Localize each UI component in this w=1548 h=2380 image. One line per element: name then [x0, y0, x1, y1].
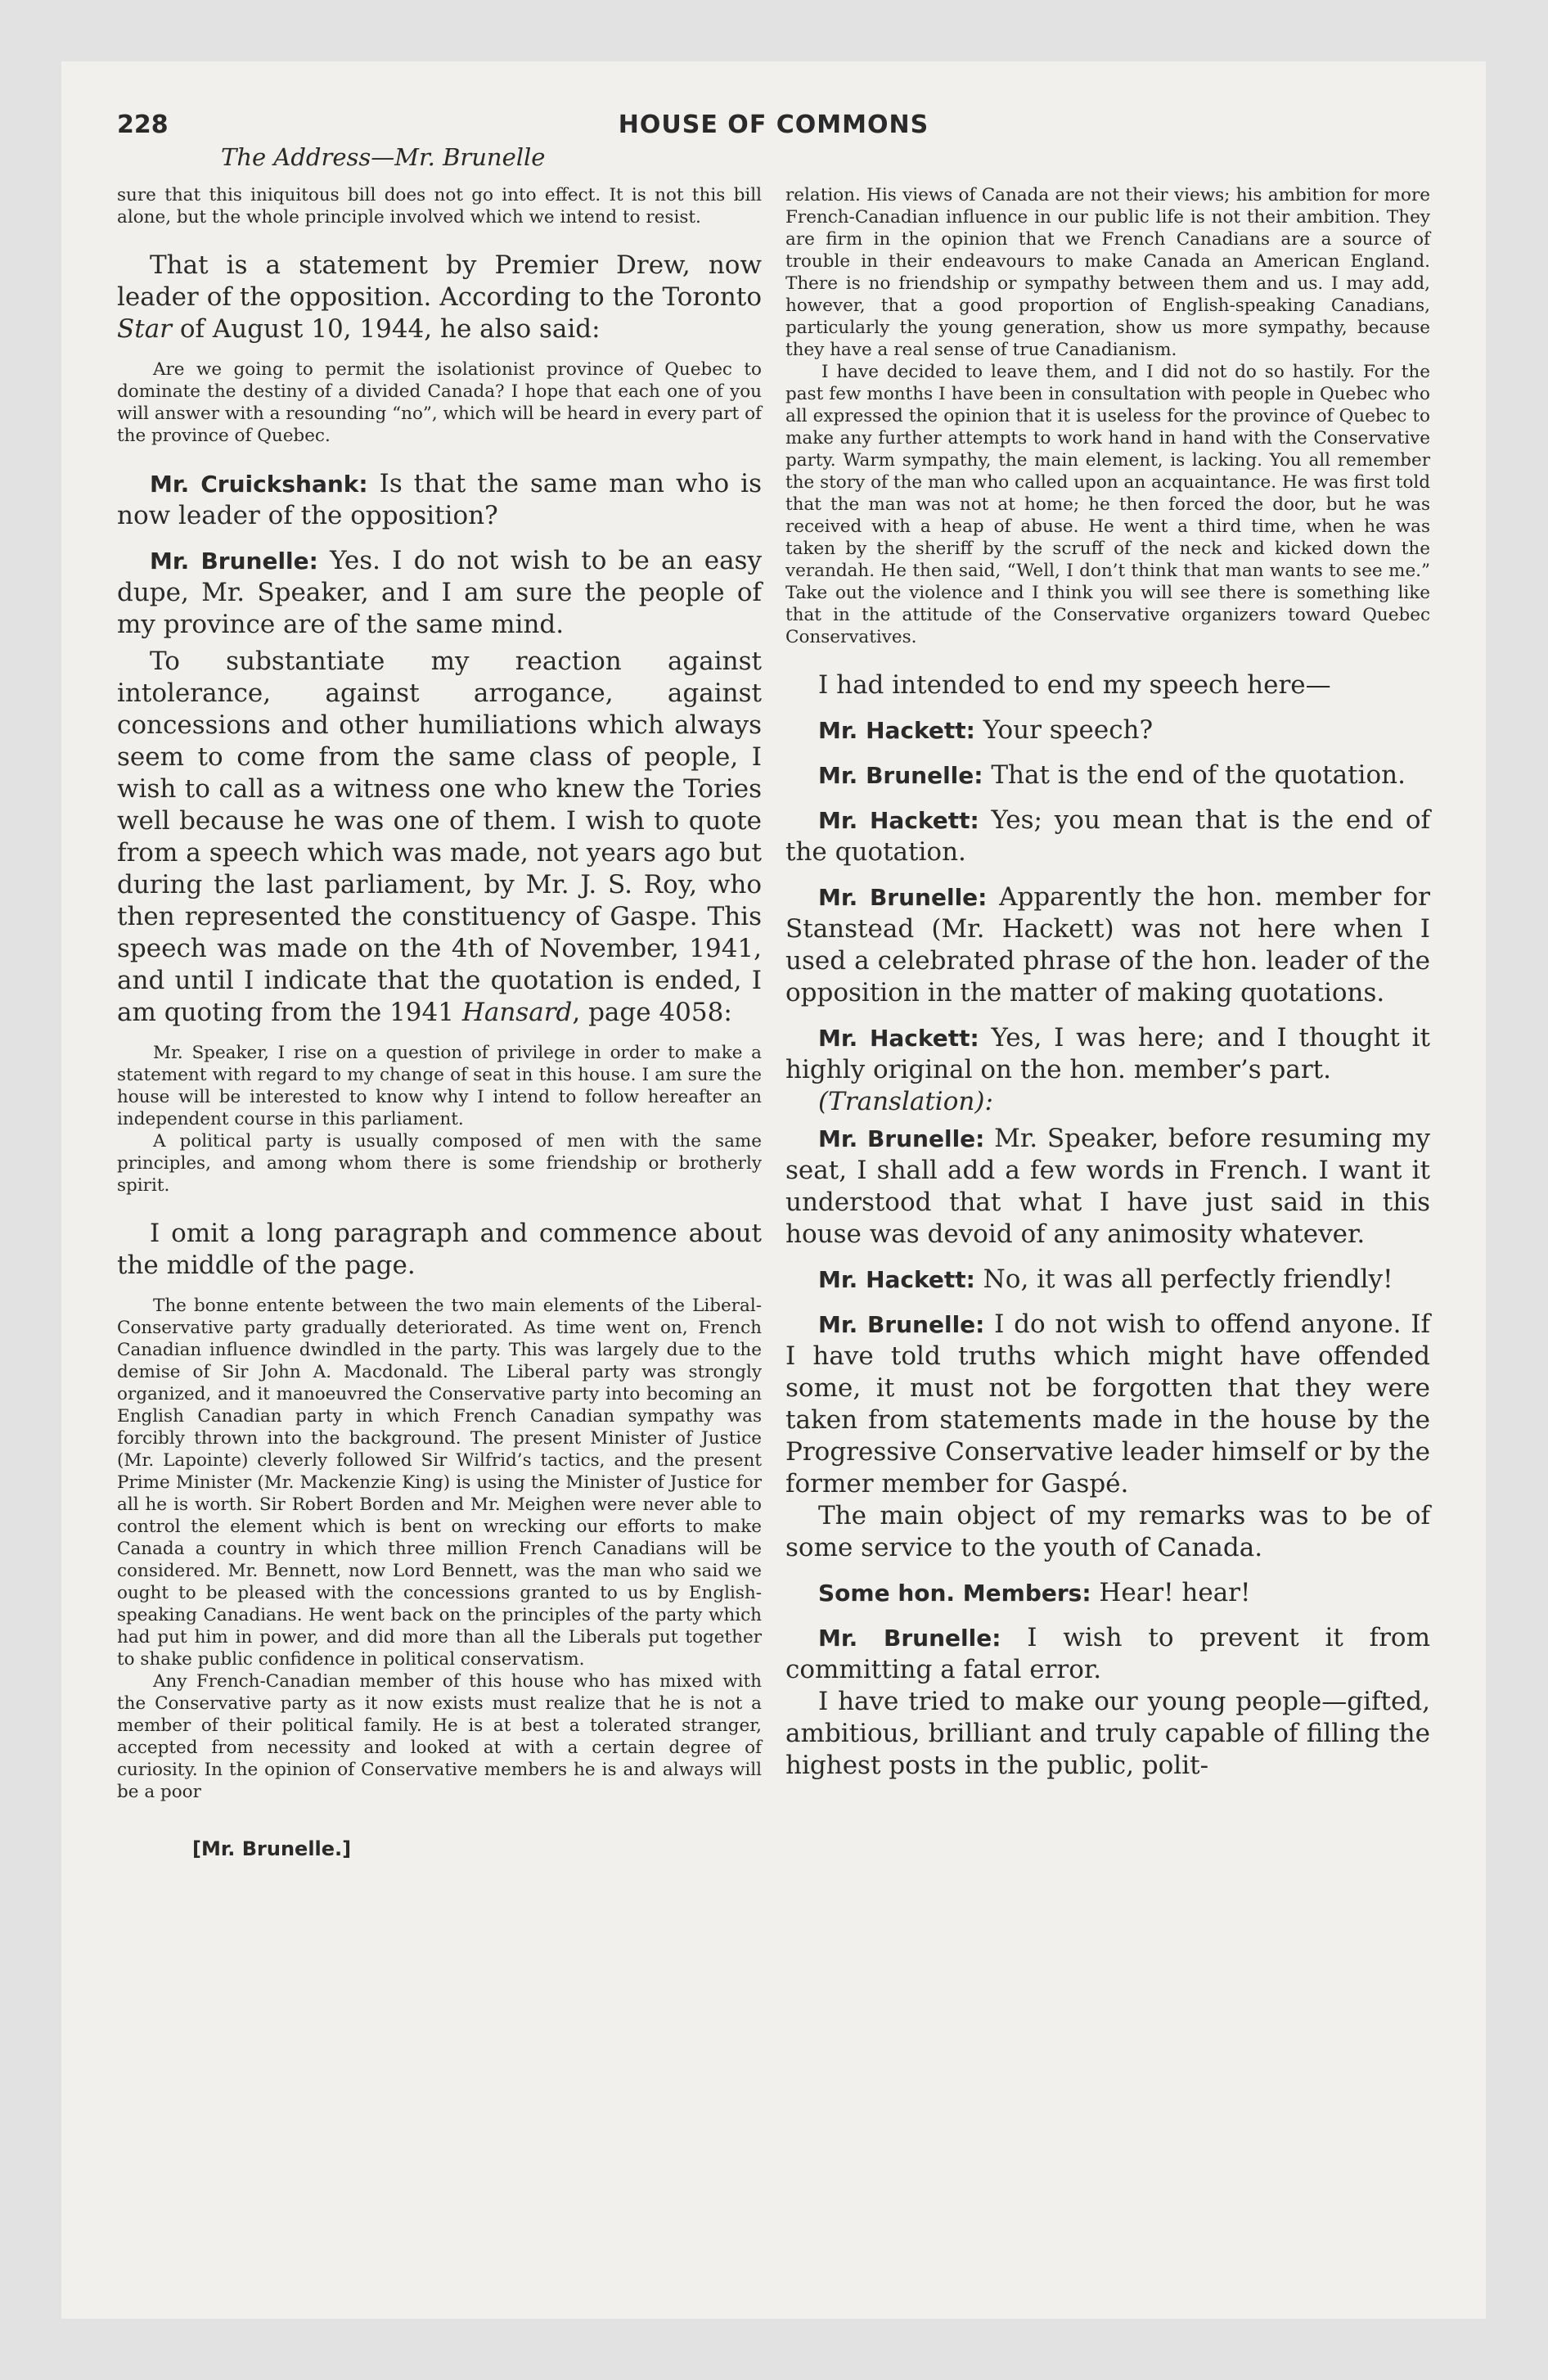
speech-text: No, it was all perfectly friendly!	[974, 1264, 1393, 1294]
speaker-name: Mr. Hackett:	[818, 1025, 979, 1052]
body-paragraph: The main object of my remarks was to be of some service to the youth of Canada.	[785, 1501, 1430, 1562]
quote-paragraph: Are we going to permit the isolationist province of Quebec to dominate the destiny of a divided Canada? I hope that each one of you will answer with a resounding “no”, which will be heard in every part of the province of Quebec.	[117, 359, 762, 446]
text-run: of August 10, 1944, he also said:	[172, 314, 601, 344]
speech-paragraph	[785, 1577, 1430, 1609]
speech-text: Yes; you mean that is the end of the quotation.	[785, 805, 1430, 867]
speech-paragraph	[785, 714, 1430, 746]
body-paragraph	[117, 646, 762, 1029]
quote-paragraph: relation. His views of Canada are not their views; his ambition for more French-Canadian influence in our public life is not their ambition. They are firm in the opinion that we French Canadians are a source of trouble in their endeavours to make Canada an American England. There is no friendship or sympathy between them and us. I may add, however, that a good proportion of English-speaking Canadians, particularly the young generation, show us more sympathy, because they have a real sense of true Canadianism.	[785, 185, 1430, 360]
left-column	[117, 184, 762, 1860]
speaker-name: Mr. Brunelle:	[818, 1625, 1001, 1652]
speech-paragraph	[117, 468, 762, 532]
speech-paragraph	[785, 805, 1430, 868]
speaker-name: Mr. Brunelle:	[150, 548, 318, 575]
speech-text: Hear! hear!	[1091, 1578, 1251, 1607]
quote-paragraph: The bonne entente between the two main elements of the Liberal-Conservative party gradually deteriorated. As time went on, French Canadian influence dwindled in the party. This was largely due to the demise of Sir John A. Macdonald. The Liberal party was strongly organized, and it manoeuvred the Conservative party into becoming an English Canadian party in which French Canadian sympathy was forcibly thrown into the background. The present Minister of Justice (Mr. Lapointe) cleverly followed Sir Wilfrid’s tactics, and the present Prime Minister (Mr. Mackenzie King) is using the Minister of Justice for all he is worth. Sir Robert Borden and Mr. Meighen were never able to control the element which is bent on wrecking our efforts to make Canada a country in which three million French Canadians will be considered. Mr. Bennett, now Lord Bennett, was the man who said we ought to be pleased with the concessions granted to us by English-speaking Canadians. He went back on the principles of the party which had put him in power, and did more than all the Liberals put together to shake public confidence in political conservatism.	[117, 1296, 762, 1670]
body-paragraph: I had intended to end my speech here—	[818, 670, 1331, 700]
speech-text: That is the end of the quotation.	[983, 760, 1406, 790]
speech-paragraph	[785, 881, 1430, 1009]
speech-paragraph	[785, 1123, 1430, 1251]
body-paragraph: I omit a long paragraph and commence about the middle of the page.	[117, 1219, 762, 1280]
running-title: HOUSE OF COMMONS	[618, 110, 929, 139]
section-subheader: The Address—Mr. Brunelle	[221, 143, 546, 171]
speaker-name: Mr. Hackett:	[818, 717, 975, 744]
speech-text: I do not wish to offend anyone. If I have told truths which might have offended some, it must not be forgotten that they were taken from statements made in the house by the Progressive Conservative leader himself or by the former member for Gaspé.	[785, 1309, 1430, 1499]
right-column	[785, 184, 1430, 1782]
publication-name: Hansard	[461, 998, 573, 1027]
speech-text: Yes. I do not wish to be an easy dupe, Mr. Speaker, and I am sure the people of my province are of the same mind.	[117, 546, 762, 639]
quote-paragraph: I have decided to leave them, and I did not do so hastily. For the past few months I have been in consultation with people in Quebec who all expressed the opinion that it is useless for the province of Quebec to make any further attempts to work hand in hand with the Conservative party. Warm sympathy, the main element, is lacking. You all remember the story of the man who called upon an acquaintance. He was first told that the man was not at home; he then forced the door, but he was received with a heap of abuse. He went a third time, when he was taken by the sheriff by the scruff of the neck and kicked down the verandah. He then said, “Well, I don’t think that man wants to see me.” Take out the violence and I think you will see there is something like that in the attitude of the Conservative organizers toward Quebec Conservatives.	[785, 362, 1430, 647]
body-paragraph: I have tried to make our young people—gifted, ambitious, brilliant and truly capable of filling the highest posts in the public, polit-	[785, 1687, 1430, 1780]
speech-paragraph	[117, 545, 762, 641]
speech-paragraph	[785, 1309, 1430, 1500]
speaker-name: Mr. Hackett:	[818, 1266, 975, 1293]
quote-paragraph: A political party is usually composed of men with the same principles, and among whom there is some friendship or brotherly spirit.	[117, 1131, 762, 1196]
speaker-name: Mr. Hackett:	[818, 807, 979, 834]
quote-paragraph: sure that this iniquitous bill does not go into effect. It is not this bill alone, but the whole principle involved which we intend to resist.	[117, 185, 762, 228]
speech-text: Apparently the hon. member for Stanstead (Mr. Hackett) was not here when I used a celebrated phrase of the hon. leader of the opposition in the matter of making quotations.	[785, 882, 1430, 1007]
newspaper-name: Star	[117, 314, 172, 344]
quote-paragraph: Mr. Speaker, I rise on a question of privilege in order to make a statement with regard to my change of seat in this house. I am sure the house will be interested to know why I intend to follow hereafter an independent course in this parliament.	[117, 1043, 762, 1129]
speech-text: I wish to prevent it from committing a fatal error.	[785, 1623, 1430, 1684]
speaker-name: Mr. Brunelle:	[818, 762, 983, 789]
page-number: 228	[117, 110, 169, 139]
body-paragraph	[117, 250, 762, 345]
speech-text: Is that the same man who is now leader of the opposition?	[117, 469, 762, 530]
speech-paragraph	[785, 1622, 1430, 1686]
speaker-name: Mr. Brunelle:	[818, 1125, 985, 1152]
speaker-name: Mr. Brunelle:	[818, 1311, 985, 1338]
speaker-name: Mr. Cruickshank:	[150, 471, 368, 498]
speech-text: Mr. Speaker, before resuming my seat, I shall add a few words in French. I want it understood that what I have just said in this house was devoid of any animosity whatever.	[785, 1124, 1430, 1249]
text-run: That is a statement by Premier Drew, now leader of the opposition. According to the Toronto	[117, 250, 762, 312]
speaker-name: Some hon. Members:	[818, 1580, 1091, 1607]
speech-paragraph	[785, 1264, 1430, 1296]
speaker-name: Mr. Brunelle:	[818, 884, 988, 911]
speech-text: Yes, I was here; and I thought it highly original on the hon. member’s part.	[785, 1023, 1431, 1084]
text-run: To substantiate my reaction against intolerance, against arrogance, against concessions and other humiliations which always seem to come from the same class of people, I wish to call as a witness one who knew the Tories well because he was one of them. I wish to quote from a speech which was made, not years ago but during the last parliament, by Mr. J. S. Roy, who then represented the constituency of Gaspe. This speech was made on the 4th of November, 1941, and until I indicate that the quotation is ended, I am quoting from the 1941	[117, 647, 762, 1027]
quote-paragraph: Any French-Canadian member of this house who has mixed with the Conservative party as it now exists must realize that he is not a member of their political family. He is at best a tolerated stranger, accepted from necessity and looked at with a certain degree of curiosity. In the opinion of Conservative members he is and always will be a poor	[117, 1671, 762, 1802]
speech-paragraph	[785, 760, 1430, 791]
text-run: , page 4058:	[572, 998, 732, 1027]
translation-note: (Translation):	[818, 1087, 993, 1116]
speech-text: Your speech?	[974, 715, 1154, 745]
speech-paragraph	[785, 1022, 1430, 1086]
document-page	[61, 61, 1486, 2319]
page-footer: [Mr. Brunelle.]	[192, 1837, 352, 1860]
